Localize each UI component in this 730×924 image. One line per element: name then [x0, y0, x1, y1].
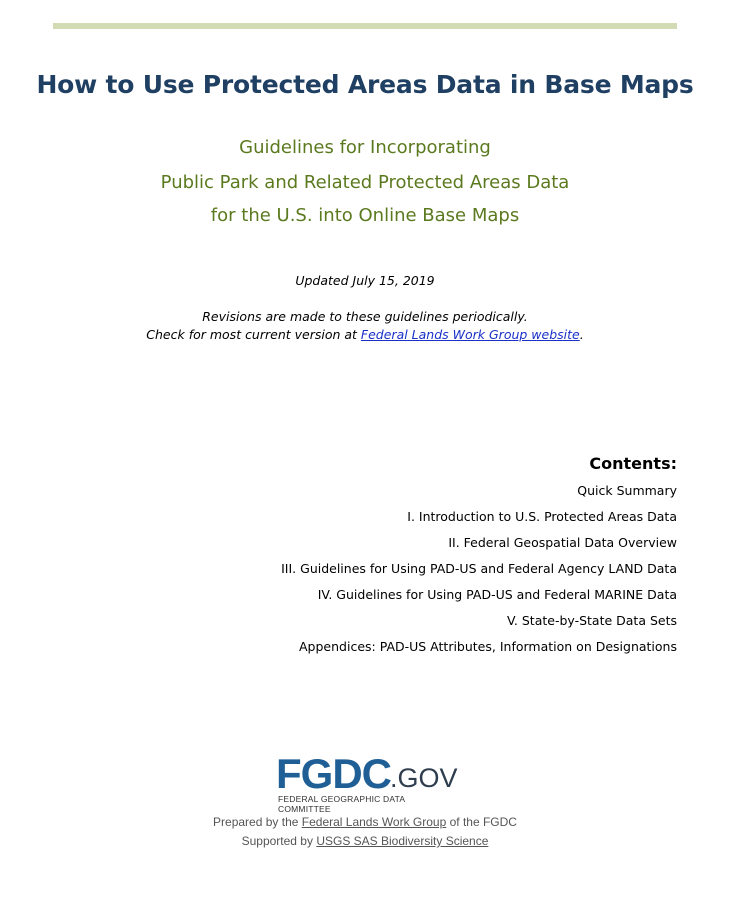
fgdc-logo-main: FGDC: [276, 750, 391, 797]
prepared-suffix: of the FGDC: [446, 815, 517, 829]
subtitle-line-3: for the U.S. into Online Base Maps: [210, 205, 520, 226]
prepared-prefix: Prepared by the: [213, 815, 302, 829]
usgs-sas-link[interactable]: USGS SAS Biodiversity Science: [316, 834, 489, 848]
toc-item-marine-guidelines: IV. Guidelines for Using PAD-US and Federal MARINE Data: [317, 587, 677, 602]
check-prefix: Check for most current version at: [146, 327, 361, 342]
toc-item-quick-summary: Quick Summary: [577, 483, 677, 498]
contents-heading: Contents:: [589, 454, 677, 473]
toc-item-federal-data-overview: II. Federal Geospatial Data Overview: [448, 535, 677, 550]
updated-date: Updated July 15, 2019: [295, 273, 435, 288]
toc-item-land-guidelines: III. Guidelines for Using PAD-US and Federal Agency LAND Data: [281, 561, 677, 576]
toc-item-state-data-sets: V. State-by-State Data Sets: [506, 613, 677, 628]
check-version-line: [0, 327, 730, 342]
check-suffix: .: [579, 327, 584, 342]
fgdc-logo-subtitle: FEDERAL GEOGRAPHIC DATA COMMITTEE: [278, 794, 405, 814]
supported-prefix: Supported by: [241, 834, 317, 848]
toc-item-appendices: Appendices: PAD-US Attributes, Information on Designations: [299, 639, 677, 654]
toc-item-introduction: I. Introduction to U.S. Protected Areas Data: [407, 509, 677, 524]
revisions-note: Revisions are made to these guidelines periodically.: [202, 309, 528, 324]
subtitle-line-2: Public Park and Related Protected Areas Data: [160, 172, 570, 193]
federal-lands-work-group-link[interactable]: Federal Lands Work Group website: [360, 327, 580, 342]
fgdc-logo-suffix: .GOV: [390, 763, 458, 793]
fgdc-logo: [276, 750, 458, 814]
prepared-by-line: [0, 815, 730, 829]
top-divider: [53, 23, 677, 29]
subtitle-line-1: Guidelines for Incorporating: [239, 137, 491, 158]
supported-by-line: [0, 834, 730, 848]
federal-lands-work-group-footer-link[interactable]: Federal Lands Work Group: [301, 815, 447, 829]
page-title: How to Use Protected Areas Data in Base Maps: [36, 70, 694, 99]
